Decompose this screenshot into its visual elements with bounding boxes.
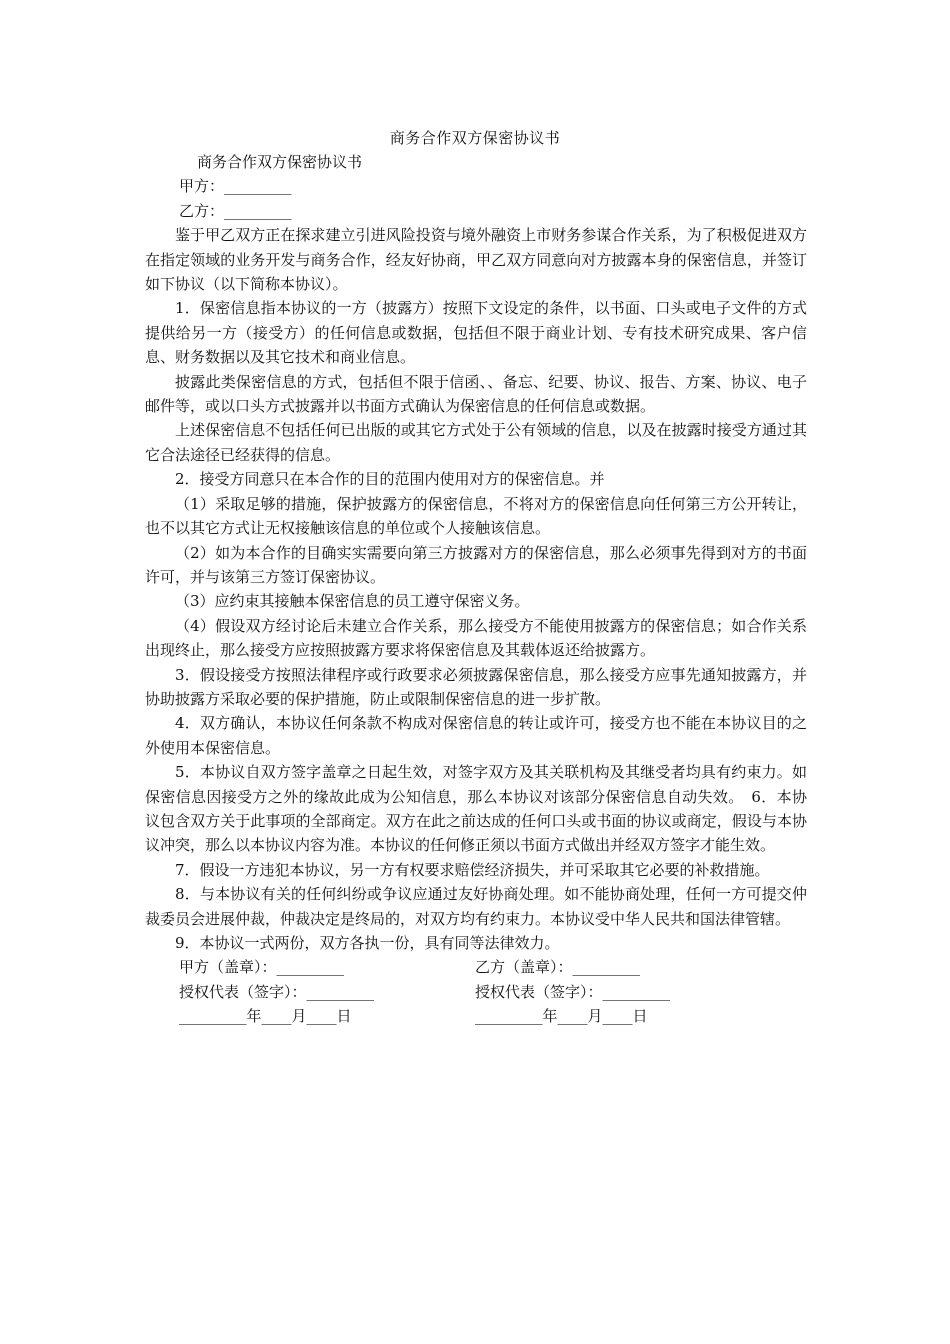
- party-b-seal: 乙方（盖章）：_________: [475, 958, 641, 977]
- signature-date-row: [145, 1004, 807, 1028]
- clause-1-disclosure-methods: 披露此类保密信息的方式，包括但不限于信函、、备忘、纪要、协议、报告、方案、协议、电子邮件等，或以口头方式披露并以书面方式确认为保密信息的任何信息或数据。: [145, 372, 807, 416]
- clause-1: 1．保密信息指本协议的一方（披露方）按照下文设定的条件，以书面、口头或电子文件的方式提供给另一方（接受方）的任何信息或数据，包括但不限于商业计划、专有技术研究成果、客户信息、财务数据以及其它技术和商业信息。: [145, 299, 807, 367]
- party-b-representative: 授权代表（签字）：_________: [475, 982, 671, 1001]
- clause-8: 8．与本协议有关的任何纠纷或争议应通过友好协商处理。如不能协商处理，任何一方可提交仲裁委员会进展仲裁，仲裁决定是终局的，对双方均有约束力。本协议受中华人民共和国法律管辖。: [145, 885, 807, 928]
- clause-2-item-2: （2）如为本合作的目确实实需要向第三方披露对方的保密信息，那么必须事先得到对方的书面许可，并与该第三方签订保密协议。: [145, 543, 807, 586]
- clause-3: 3．假设接受方按照法律程序或行政要求必须披露保密信息，那么接受方应事先通知披露方，并协助披露方采取必要的保护措施，防止或限制保密信息的进一步扩散。: [145, 665, 807, 708]
- clause-7: 7．假设一方违犯本协议，另一方有权要求赔偿经济损失，并可采取其它必要的补救措施。: [175, 860, 770, 879]
- party-a-date: _________年____月____日: [179, 1007, 352, 1026]
- clause-1-exclusions: 上述保密信息不包括任何已出版的或其它方式处于公有领域的信息，以及在披露时接受方通过其它合法途径已经获得的信息。: [145, 421, 807, 464]
- document-title: 商务合作双方保密协议书: [389, 129, 561, 147]
- clause-5-6: 5．本协议自双方签字盖章之日起生效，对签字双方及其关联机构及其继受者均具有约束力。如保密信息因接受方之外的缘故此成为公知信息，那么本协议对该部分保密信息自动失效。 6．本协议包含双方关于此事项的全部商定。双方在此之前达成的任何口头或书面的协议或商定，假设与本协议冲突，那么以本协议内容为准。本协议的任何修正须以书面方式做出并经双方签字才能生效。: [145, 763, 807, 855]
- document-subtitle: 商务合作双方保密协议书: [197, 153, 363, 171]
- signature-seal-row: [145, 955, 807, 979]
- party-a-line: 甲方：_________: [179, 177, 292, 196]
- party-a-seal: 甲方（盖章）：_________: [179, 958, 345, 977]
- intro-paragraph: 鉴于甲乙双方正在探求建立引进风险投资与境外融资上市财务参谋合作关系，为了积极促进双方在指定领域的业务开发与商务合作，经友好协商，甲乙双方同意向对方披露本身的保密信息，并签订如下协议（以下简称本协议）。: [145, 226, 807, 294]
- party-b-date: _________年____月____日: [475, 1007, 648, 1026]
- clause-9: 9．本协议一式两份，双方各执一份，具有同等法律效力。: [175, 934, 560, 952]
- clause-2-item-1: （1）采取足够的措施，保护披露方的保密信息，不将对方的保密信息向任何第三方公开转让，也不以其它方式让无权接触该信息的单位或个人接触该信息。: [145, 494, 807, 538]
- party-b-line: 乙方：_________: [179, 201, 292, 220]
- clause-2-item-3: （3）应约束其接触本保密信息的员工遵守保密义务。: [175, 592, 530, 611]
- party-a-representative: 授权代表（签字）：_________: [179, 982, 375, 1001]
- clause-4: 4．双方确认，本协议任何条款不构成对保密信息的转让或许可，接受方也不能在本协议目的之外使用本保密信息。: [145, 714, 807, 757]
- signature-rep-row: [145, 980, 807, 1004]
- clause-2-item-4: （4）假设双方经讨论后未建立合作关系，那么接受方不能使用披露方的保密信息；如合作关系出现终止，那么接受方应按照披露方要求将保密信息及其载体返还给披露方。: [145, 616, 807, 660]
- document-body: [145, 150, 807, 1029]
- clause-2: 2．接受方同意只在本合作的目的范围内使用对方的保密信息。并: [175, 470, 605, 489]
